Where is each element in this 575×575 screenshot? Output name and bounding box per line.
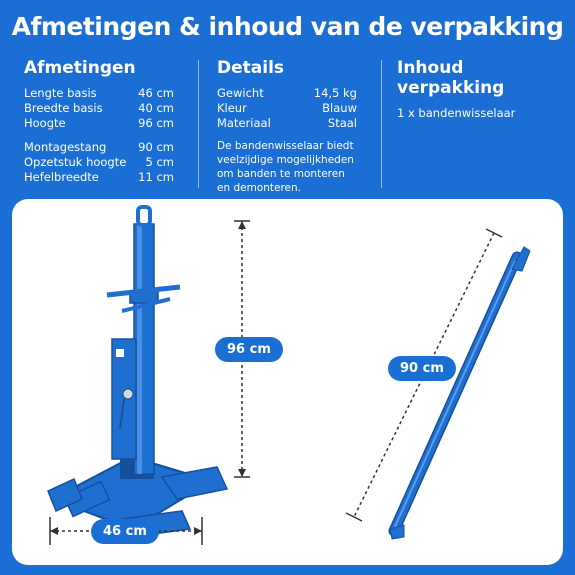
width-label-badge: 46 cm bbox=[91, 519, 159, 544]
spec-value: Staal bbox=[327, 116, 357, 130]
spec-label: Lengte basis bbox=[24, 86, 97, 100]
product-illustration bbox=[12, 199, 563, 565]
details-heading: Details bbox=[217, 58, 285, 78]
spec-value: 40 cm bbox=[138, 101, 174, 115]
spec-value: 46 cm bbox=[138, 86, 174, 100]
tire-changer-stand bbox=[48, 207, 227, 537]
spec-label: Montagestang bbox=[24, 140, 107, 154]
spec-value: 90 cm bbox=[138, 140, 174, 154]
spec-label: Materiaal bbox=[217, 116, 271, 130]
spec-value: 5 cm bbox=[145, 155, 174, 169]
spec-value: 11 cm bbox=[138, 170, 174, 184]
spec-row bbox=[24, 101, 174, 116]
spec-label: Gewicht bbox=[217, 86, 264, 100]
spec-row bbox=[24, 155, 174, 170]
spec-label: Breedte basis bbox=[24, 101, 103, 115]
spec-value: 96 cm bbox=[138, 116, 174, 130]
spec-row bbox=[24, 116, 174, 131]
product-image-panel bbox=[12, 199, 563, 565]
contents-section bbox=[397, 58, 557, 121]
spec-row bbox=[24, 140, 174, 155]
spec-label: Opzetstuk hoogte bbox=[24, 155, 127, 169]
product-description: De bandenwisselaar biedt veelzijdige mogelijkheden om banden te monteren en demonteren. bbox=[217, 140, 354, 194]
bar-length-label-badge: 90 cm bbox=[388, 356, 456, 381]
spec-label: Hoogte bbox=[24, 116, 66, 130]
dimensions-section bbox=[24, 58, 174, 185]
page-title: Afmetingen & inhoud van de verpakking bbox=[11, 12, 564, 41]
dimensions-heading: Afmetingen bbox=[24, 58, 136, 78]
spec-row bbox=[217, 116, 357, 131]
spec-label: Hefelbreedte bbox=[24, 170, 99, 184]
column-divider bbox=[381, 60, 382, 188]
column-divider bbox=[198, 60, 199, 188]
details-section bbox=[217, 58, 357, 195]
spec-row bbox=[217, 101, 357, 116]
contents-heading: Inhoud verpakking bbox=[397, 58, 505, 98]
height-label-badge: 96 cm bbox=[215, 337, 283, 362]
spec-label: Kleur bbox=[217, 101, 247, 115]
spec-value: Blauw bbox=[322, 101, 357, 115]
mounting-bar bbox=[390, 247, 530, 539]
spec-row bbox=[24, 170, 174, 185]
spec-value: 14,5 kg bbox=[313, 86, 357, 100]
spec-row bbox=[217, 86, 357, 101]
package-item: 1 x bandenwisselaar bbox=[397, 106, 516, 120]
spec-row bbox=[24, 86, 174, 101]
